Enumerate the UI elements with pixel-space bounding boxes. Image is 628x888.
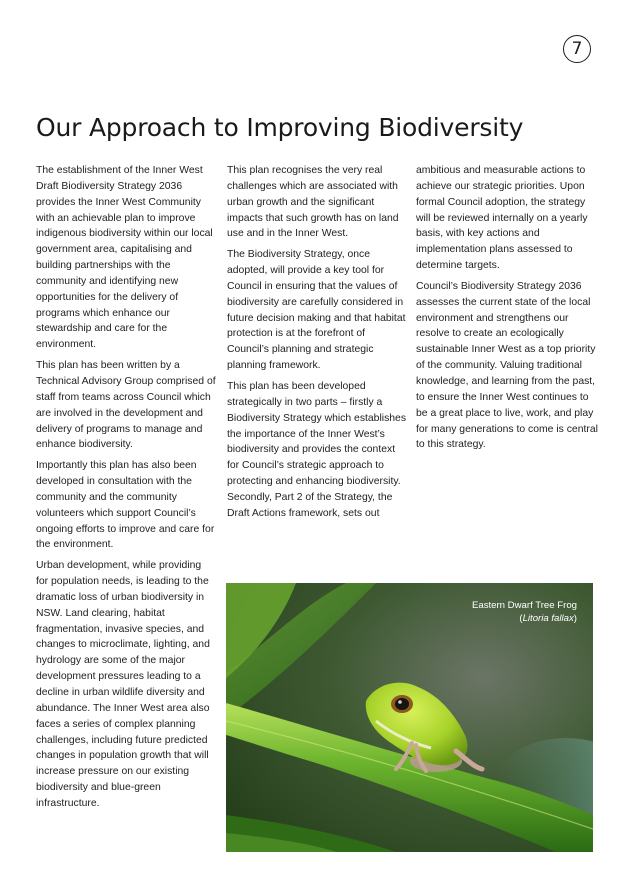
page-number: 7	[563, 35, 591, 63]
caption-scientific-name: Litoria fallax	[522, 613, 574, 624]
frog-photo	[226, 583, 593, 852]
page-title: Our Approach to Improving Biodiversity	[36, 113, 524, 142]
caption-scientific-line: (Litoria fallax)	[519, 613, 577, 624]
text-column-2	[227, 163, 409, 527]
caption-common-name: Eastern Dwarf Tree Frog	[471, 600, 577, 611]
paragraph: The Biodiversity Strategy, once adopted, will provide a key tool for Council in ensuring that the values of biodiversity are carefully considered in future decision making and that habitat protection is at the forefront of Council’s planning and strategic planning framework.	[227, 249, 406, 372]
paragraph: This plan has been written by a Technical Advisory Group comprised of staff from teams across Council which are involved in the development and delivery of programs to manage and enhance biodiversity.	[36, 360, 216, 451]
paragraph: ambitious and measurable actions to achieve our strategic priorities. Upon formal Council adoption, the strategy will be reviewed internally on a yearly basis, with key actions and implementation plans assessed to determine targets.	[416, 165, 588, 272]
paragraph: This plan has been developed strategically in two parts – firstly a Biodiversity Strategy which establishes the importance of the Inner West’s biodiversity and provides the context for Council’s strategic approach to protecting and enhancing biodiversity. Secondly, Part 2 of the Strategy, the Draft Actions framework, sets out	[227, 380, 407, 519]
paragraph: Council’s Biodiversity Strategy 2036 assesses the current state of the local environment and strengthens our resolve to create an ecologically sustainable Inner West as a top priority of the community. Valuing traditional knowledge, and learning from the past, to ensure the Inner West continues to be a great place to live, work, and play for many generations to come is central to this strategy.	[416, 280, 598, 451]
paragraph: This plan recognises the very real challenges which are associated with urban growth and the significant impacts that such growth has on land use and in the Inner West.	[227, 165, 399, 240]
text-column-3	[416, 163, 600, 458]
paragraph: Urban development, while providing for population needs, is leading to the dramatic loss of urban biodiversity in NSW. Land clearing, habitat fragmentation, invasive species, and changes to microclimate, lighting, and hydrology are some of the major development pressures leading to a decline in urban wildlife diversity and abundance. The Inner West area also faces a series of complex planning challenges, including future predicted changes in population growth that will increase pressure on our existing biodiversity and blue-green infrastructure.	[36, 560, 210, 809]
paragraph: The establishment of the Inner West Draft Biodiversity Strategy 2036 provides the Inner West Community with an achievable plan to improve indigenous biodiversity within our local government area, capitalising and building partnerships with the community and identifying new opportunities for the delivery of programs which enhance our stewardship and care for the environment.	[36, 165, 213, 351]
paragraph: Importantly this plan has also been developed in consultation with the community and the community volunteers which support Council’s ongoing efforts to improve and care for the environment.	[36, 460, 215, 551]
text-column-1	[36, 163, 216, 817]
photo-caption	[472, 599, 577, 625]
